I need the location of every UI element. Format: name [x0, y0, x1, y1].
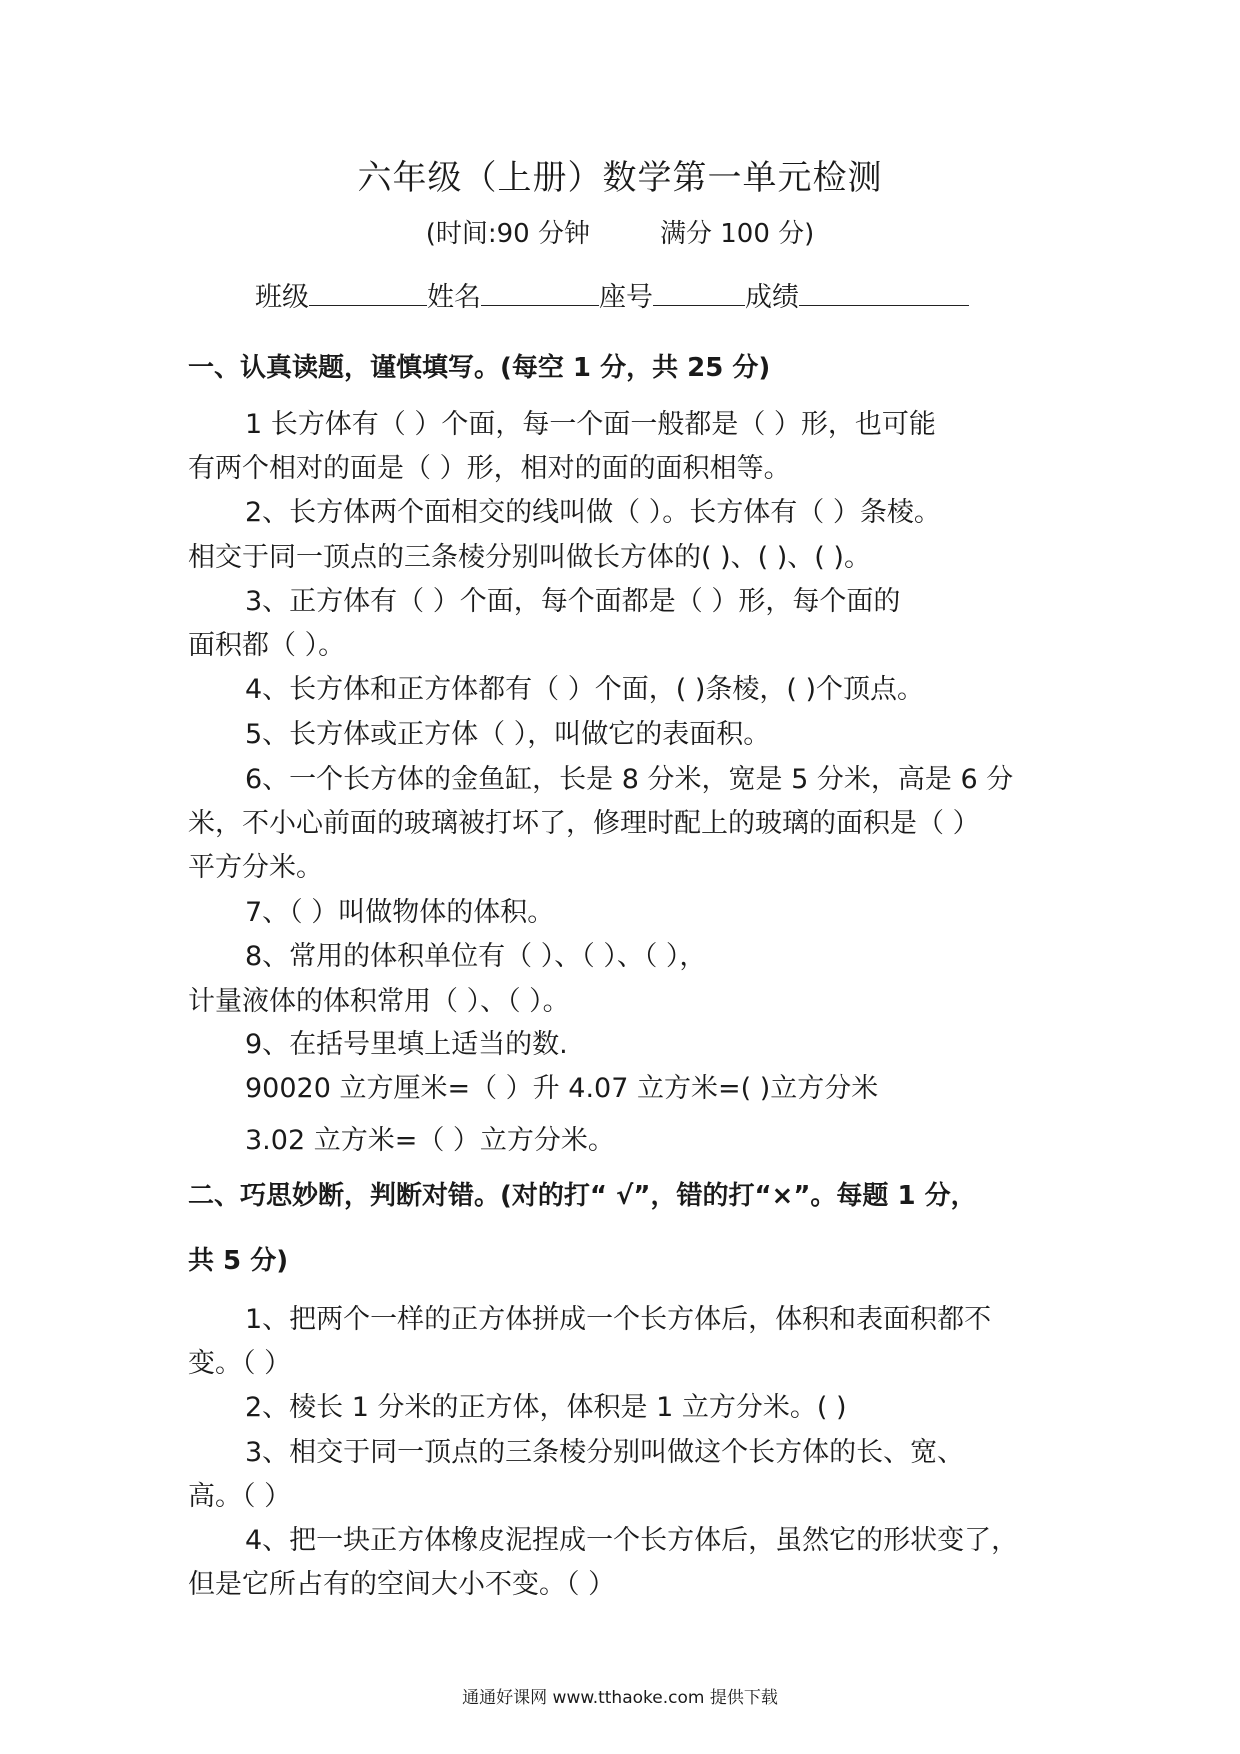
s1-line: 6、一个长方体的金鱼缸，长是 8 分米，宽是 5 分米，高是 6 分	[245, 764, 1014, 795]
s1-line: 米，不小心前面的玻璃被打坏了，修理时配上的玻璃的面积是（ ）	[188, 808, 980, 839]
s1-line: 平方分米。	[188, 852, 323, 883]
s2-line: 1、把两个一样的正方体拼成一个长方体后，体积和表面积都不	[245, 1304, 992, 1335]
student-info-row	[255, 275, 969, 314]
section1-heading: 一、认真读题，谨慎填写。(每空 1 分，共 25 分)	[188, 353, 771, 383]
exam-title: 六年级（上册）数学第一单元检测	[357, 158, 883, 198]
time-limit: (时间:90 分钟	[425, 219, 590, 249]
section2-heading-line1: 二、巧思妙断，判断对错。(对的打“ √”，错的打“×”。每题 1 分，	[188, 1181, 977, 1211]
s2-line: 4、把一块正方体橡皮泥捏成一个长方体后，虽然它的形状变了，	[245, 1525, 1019, 1556]
section2-heading-line2: 共 5 分)	[188, 1246, 289, 1276]
s1-line: 相交于同一顶点的三条棱分别叫做长方体的( )、( )、( )。	[188, 542, 871, 573]
name-label: 姓名	[427, 282, 481, 313]
full-score: 满分 100 分)	[659, 219, 815, 249]
class-blank[interactable]	[309, 281, 427, 306]
s1-line: 1 长方体有（ ）个面，每一个面一般都是（ ）形，也可能	[245, 409, 936, 440]
score-blank[interactable]	[799, 281, 969, 306]
s1-line: 7、（ ）叫做物体的体积。	[245, 897, 555, 928]
class-label: 班级	[255, 282, 309, 313]
s1-line: 4、长方体和正方体都有（ ）个面，( )条棱，( )个顶点。	[245, 674, 925, 705]
seat-blank[interactable]	[653, 281, 745, 306]
s2-line: 3、相交于同一顶点的三条棱分别叫做这个长方体的长、宽、	[245, 1437, 965, 1468]
s1-line: 90020 立方厘米=（ ）升 4.07 立方米=( )立方分米	[245, 1073, 879, 1104]
s1-line: 9、在括号里填上适当的数.	[245, 1029, 568, 1060]
download-footer: 通通好课网 www.tthaoke.com 提供下载	[462, 1688, 778, 1708]
s1-line: 有两个相对的面是（ ）形，相对的面的面积相等。	[188, 453, 791, 484]
exam-subtitle	[0, 213, 1240, 250]
s2-line: 变。（ ）	[188, 1348, 292, 1379]
s1-line: 2、长方体两个面相交的线叫做（ ）。长方体有（ ）条棱。	[245, 497, 941, 528]
s1-line: 8、常用的体积单位有（ ）、（ ）、（ ），	[245, 941, 707, 972]
s2-line: 高。（ ）	[188, 1481, 292, 1512]
s1-line: 计量液体的体积常用（ ）、（ ）。	[188, 986, 570, 1017]
s2-line: 但是它所占有的空间大小不变。（ ）	[188, 1569, 616, 1600]
s1-line: 3.02 立方米=（ ）立方分米。	[245, 1125, 615, 1156]
score-label: 成绩	[745, 282, 799, 313]
s1-line: 面积都（ ）。	[188, 630, 346, 661]
s1-line: 3、正方体有（ ）个面，每个面都是（ ）形，每个面的	[245, 586, 901, 617]
s1-line: 5、长方体或正方体（ ），叫做它的表面积。	[245, 719, 771, 750]
name-blank[interactable]	[481, 281, 599, 306]
seat-label: 座号	[599, 282, 653, 313]
s2-line: 2、棱长 1 分米的正方体，体积是 1 立方分米。( )	[245, 1392, 847, 1423]
